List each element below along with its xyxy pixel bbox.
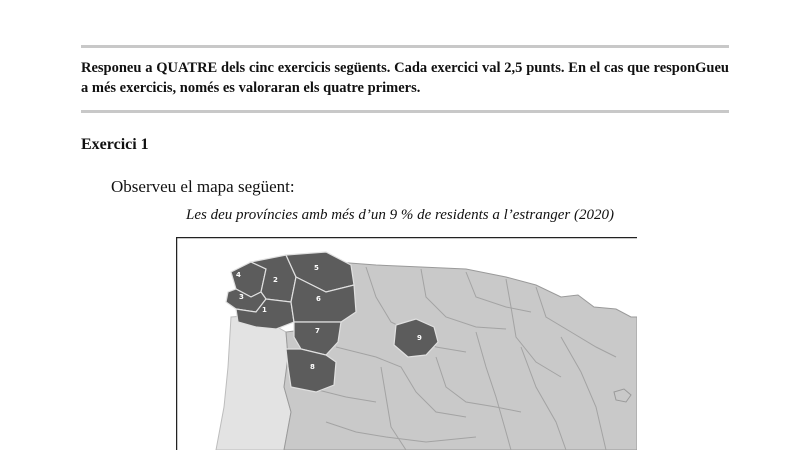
province-label-5: 5 [314,264,319,272]
exam-instructions: Responeu a QUATRE dels cinc exercicis següents. Cada exercici val 2,5 punts. En el cas que responGueu a més exercicis, només es valoraran els quatre primers. [81,60,729,96]
province-label-4: 4 [236,271,241,279]
province-label-8: 8 [310,363,315,371]
map-caption: Les deu províncies amb més d’un 9 % de residents a l’estranger (2020) [186,207,614,223]
spain-provinces-svg [176,237,637,450]
province-label-1: 1 [262,306,267,314]
province-label-2: 2 [273,276,278,284]
exercise-prompt: Observeu el mapa següent: [111,177,295,196]
top-divider [81,45,729,48]
middle-divider [81,110,729,113]
exercise-title: Exercici 1 [81,136,149,153]
province-label-7: 7 [315,327,320,335]
province-label-9: 9 [417,334,422,342]
province-label-6: 6 [316,295,321,303]
provinces-map [176,237,637,450]
province-label-3: 3 [239,293,244,301]
